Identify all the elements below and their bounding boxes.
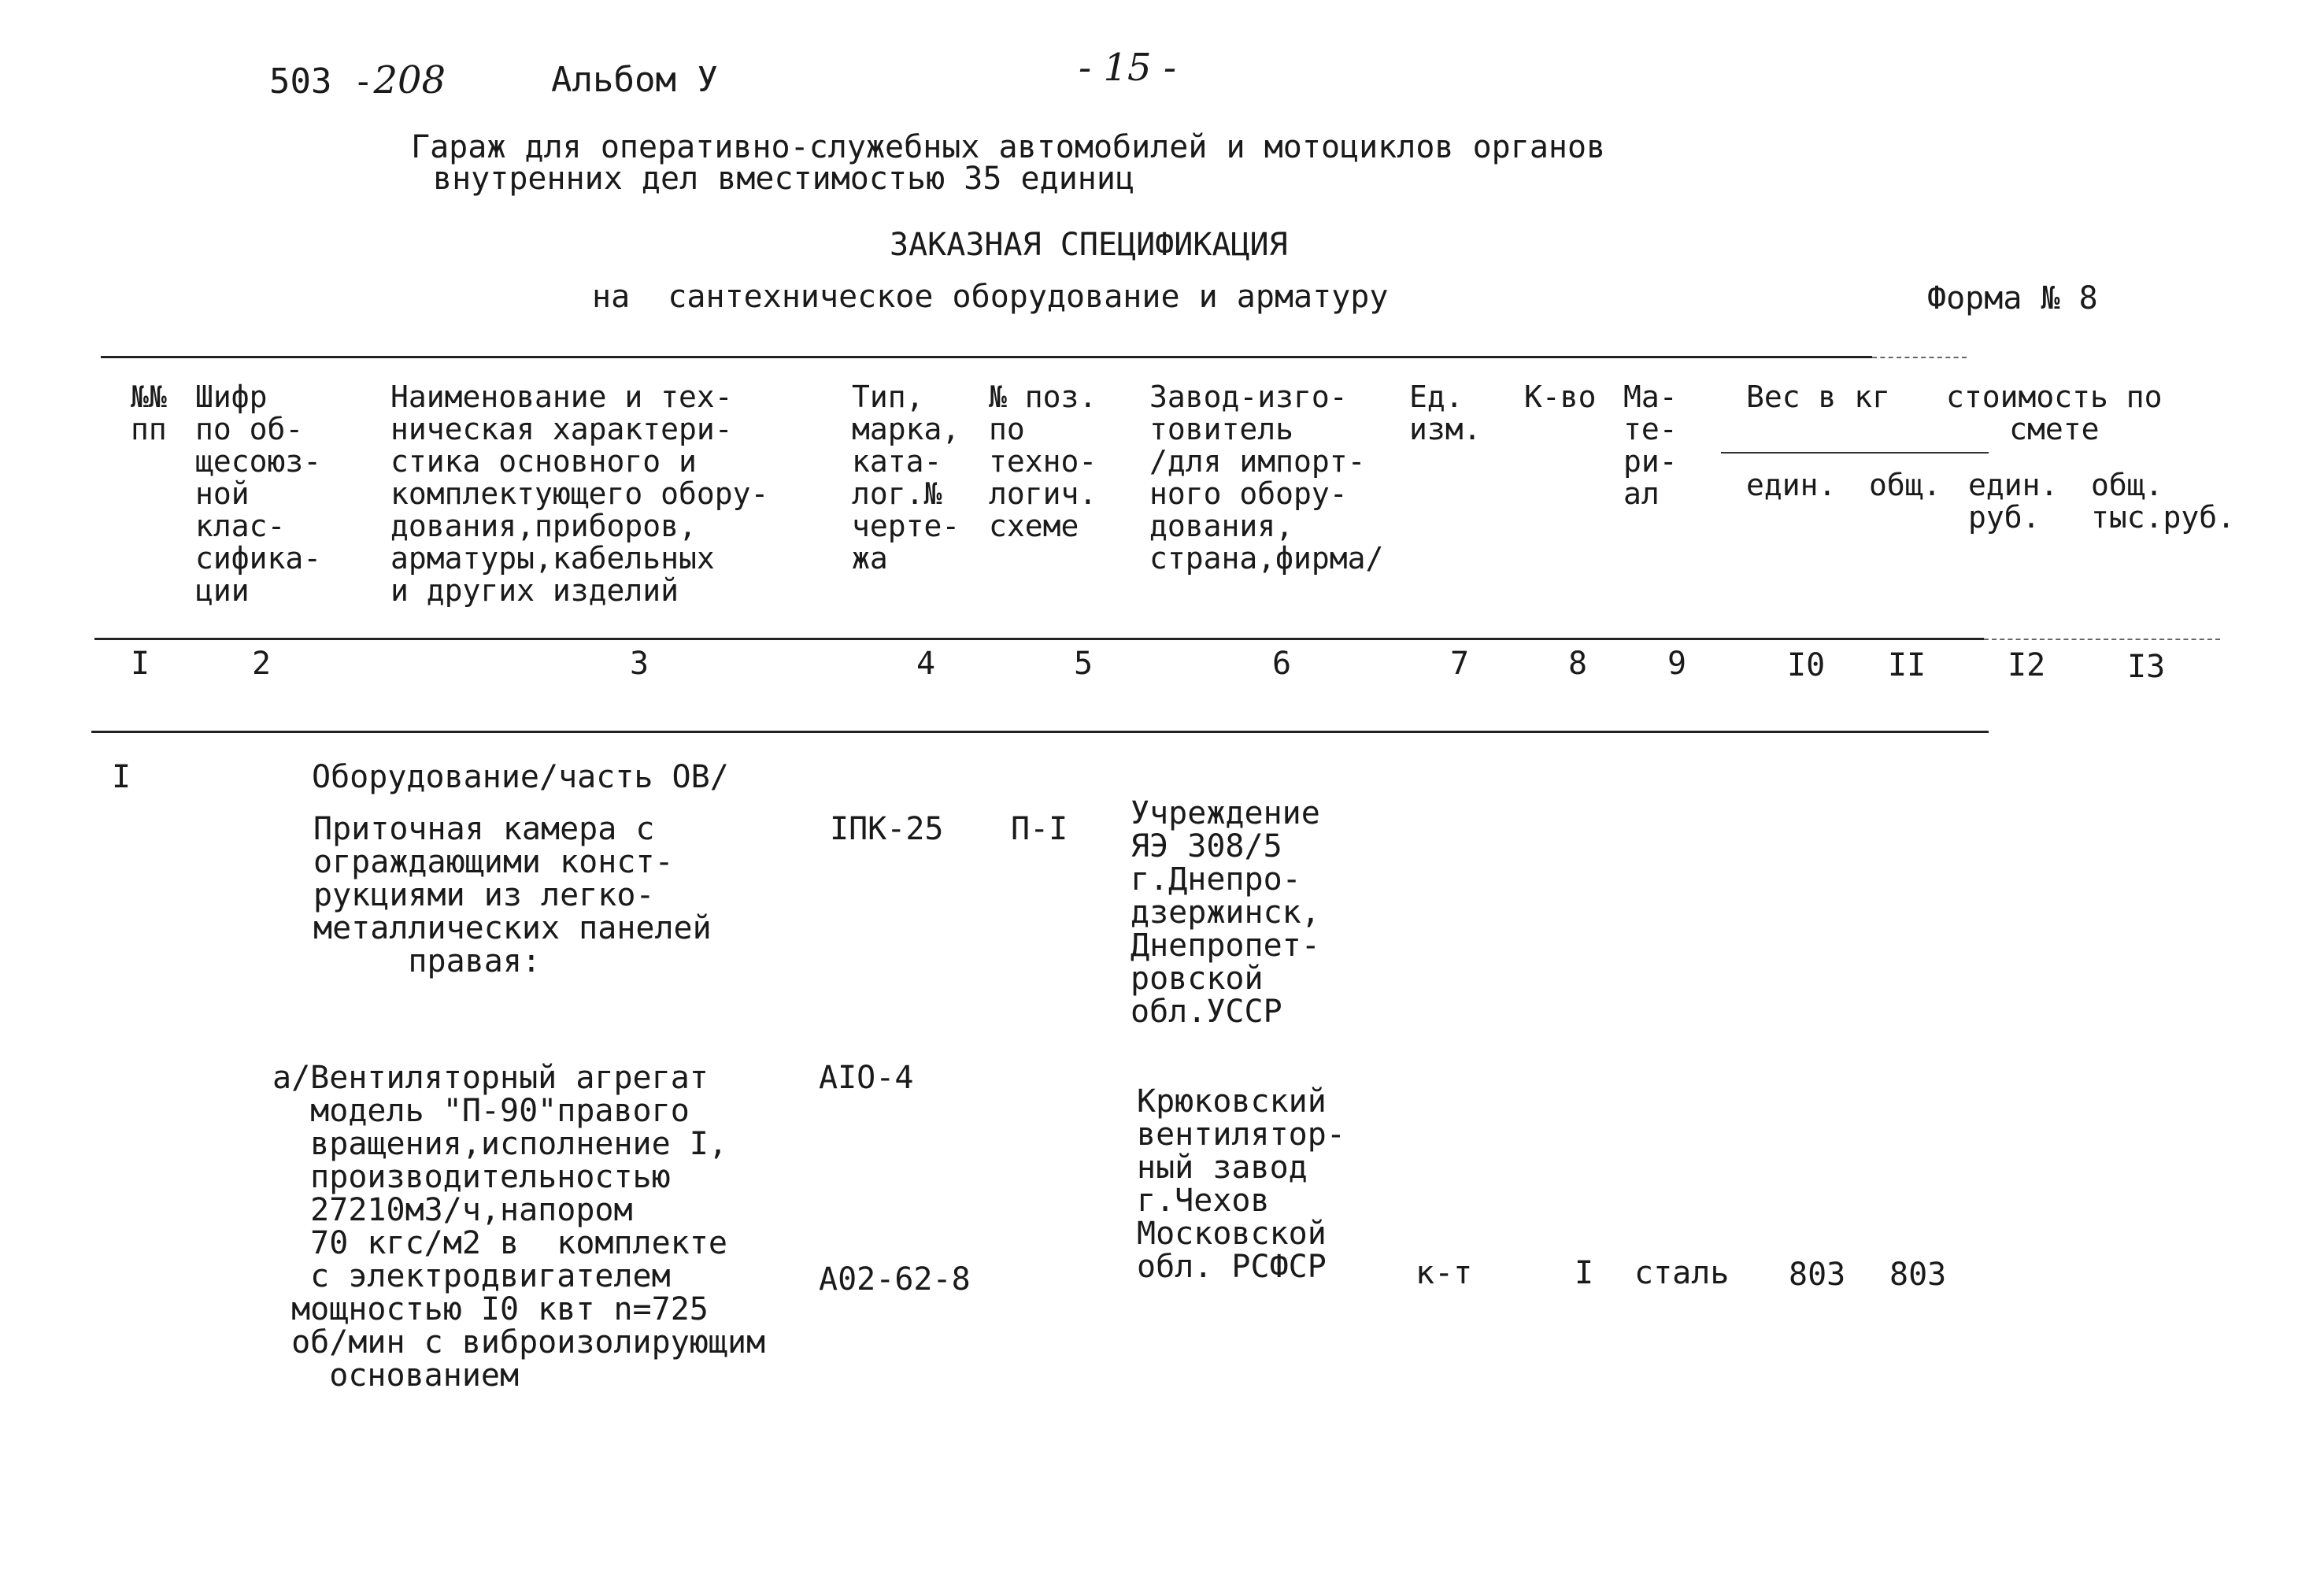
item2-weight-total: 803 xyxy=(1889,1257,1947,1293)
col-header-weight-unit: един. xyxy=(1746,468,1837,502)
col-header-unit: Ед. изм. xyxy=(1409,380,1482,446)
form-number: Форма № 8 xyxy=(1927,280,2098,317)
col-header-weight-total: общ. xyxy=(1869,468,1941,502)
col-header-number: №№ пп xyxy=(131,380,167,446)
col-number-4: 4 xyxy=(916,646,936,682)
page-number: - 15 - xyxy=(1079,46,1177,90)
item2-quantity: I xyxy=(1575,1255,1594,1291)
header-bottom-rule-faded xyxy=(1984,639,2220,640)
col-number-5: 5 xyxy=(1074,646,1094,682)
album-label: Альбом У xyxy=(551,60,718,100)
col-header-weight-group: Вес в кг xyxy=(1746,380,1891,414)
col-header-code: Шифр по об- щесоюз- ной клас- сифика- ции xyxy=(195,380,322,608)
col-header-name: Наименование и тех- ническая характери- стика основного и комплектующего обору- дования,приборов, арматуры,кабельных и других изделий xyxy=(390,380,769,608)
col-header-cost-unit: един. руб. xyxy=(1968,468,2059,535)
col-number-3: 3 xyxy=(630,646,649,682)
col-number-1: I xyxy=(131,646,150,682)
doc-title-line1: Гараж для оперативно-служебных автомобилей и мотоциклов органов xyxy=(411,129,1606,165)
col-number-9: 9 xyxy=(1667,646,1687,682)
col-number-10: I0 xyxy=(1787,647,1826,683)
doc-number-suffix: 208 xyxy=(373,58,446,102)
col-number-8: 8 xyxy=(1568,646,1588,682)
table-top-rule-faded xyxy=(1872,357,1967,358)
item1-type: IПК-25 xyxy=(830,811,944,847)
item2-unit: к-т xyxy=(1415,1255,1473,1291)
table-top-rule xyxy=(101,356,1872,358)
col-number-13: I3 xyxy=(2127,649,2166,685)
section-title: Оборудование/часть ОВ/ xyxy=(312,759,729,795)
col-header-position: № поз. по техно- логич. схеме xyxy=(989,380,1097,543)
item2-weight-unit: 803 xyxy=(1789,1257,1846,1293)
header-bottom-rule xyxy=(94,638,1984,640)
col-header-cost-total: общ. тыс.руб. xyxy=(2091,468,2236,535)
item2-manufacturer: Крюковский вентилятор- ный завод г.Чехов Московской обл. РСФСР xyxy=(1137,1083,1345,1285)
col-number-12: I2 xyxy=(2008,647,2046,683)
weight-subheader-rule xyxy=(1721,452,1989,454)
item1-manufacturer: Учреждение ЯЭ 308/5 г.Днепро- дзержинск, Днепропет- ровской обл.УССР xyxy=(1131,795,1320,1030)
item2-name: а/Вентиляторный агрегат модель "П-90"правого вращения,исполнение I, производительностью 27210м3/ч,напором 70 кгс/м2 в комплекте с электродвигателем мощностью I0 квт n=725 об/мин с виброизолирующим основанием xyxy=(272,1060,766,1394)
item1-position: П-I xyxy=(1011,811,1068,847)
col-header-material: Ма- те- ри- ал xyxy=(1623,380,1678,511)
doc-number-prefix: 503 - xyxy=(269,61,374,102)
section-number: I xyxy=(112,759,131,795)
spec-subtitle: на сантехническое оборудование и арматуру xyxy=(592,279,1389,315)
doc-title-line2: внутренних дел вместимостью 35 единиц xyxy=(433,161,1135,197)
item2-motor-type: A02-62-8 xyxy=(819,1261,971,1298)
col-header-manufacturer: Завод-изго- товитель /для импорт- ного обору- дования, страна,фирма/ xyxy=(1149,380,1384,576)
col-number-11: II xyxy=(1888,647,1926,683)
body-top-rule xyxy=(91,731,1989,733)
item2-material: сталь xyxy=(1634,1255,1730,1291)
item2-type: AIO-4 xyxy=(819,1060,914,1096)
item1-name: Приточная камера с ограждающими конст- рукциями из легко- металлических панелей правая: xyxy=(313,811,712,979)
col-number-6: 6 xyxy=(1272,646,1292,682)
col-header-cost-group: стоимость по смете xyxy=(1946,380,2163,446)
spec-title: ЗАКАЗНАЯ СПЕЦИФИКАЦИЯ xyxy=(890,227,1288,263)
col-header-type: Тип, марка, ката- лог.№ черте- жа xyxy=(852,380,960,576)
doc-number xyxy=(269,58,446,102)
col-number-7: 7 xyxy=(1450,646,1470,682)
col-number-2: 2 xyxy=(252,646,272,682)
col-header-quantity: К-во xyxy=(1524,380,1597,414)
